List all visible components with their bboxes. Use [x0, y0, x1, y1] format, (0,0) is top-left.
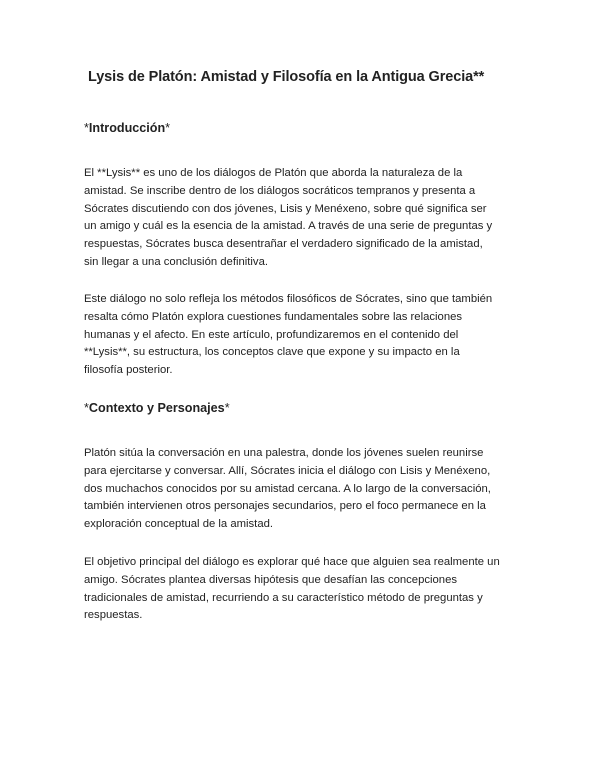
- paragraph-line: exploración conceptual de la amistad.: [84, 518, 274, 531]
- paragraph-line: resalta cómo Platón explora cuestiones fundamentales sobre las relaciones: [84, 310, 463, 323]
- paragraph-line: respuestas.: [84, 609, 143, 622]
- section-heading-contexto: *Contexto y Personajes*: [84, 401, 230, 415]
- paragraph: [84, 165, 492, 272]
- paragraph-line: filosofía posterior.: [84, 364, 173, 377]
- paragraph-line: humanas y el afecto. En este artículo, profundizaremos en el contenido del: [84, 328, 459, 341]
- paragraph: [84, 554, 500, 625]
- paragraph-line: **Lysis**, su estructura, los conceptos clave que expone y su impacto en la: [84, 346, 460, 359]
- paragraph-line: Sócrates discutiendo con dos jóvenes, Lisis y Menéxeno, sobre qué significa ser: [84, 202, 487, 215]
- paragraph-line: El **Lysis** es uno de los diálogos de Platón que aborda la naturaleza de la: [84, 167, 463, 179]
- paragraph: [84, 291, 492, 380]
- paragraph-line: El objetivo principal del diálogo es explorar qué hace que alguien sea realmente un: [84, 556, 500, 568]
- document-title: Lysis de Platón: Amistad y Filosofía en la Antigua Grecia**: [88, 69, 485, 85]
- paragraph-line: amistad. Se inscribe dentro de los diálogos socráticos tempranos y presenta a: [84, 184, 476, 197]
- paragraph-line: también intervienen otros personajes secundarios, pero el foco permanece en la: [84, 500, 486, 513]
- paragraph-line: para ejercitarse y conversar. Allí, Sócrates inicia el diálogo con Lisis y Menéxeno,: [84, 464, 491, 477]
- paragraph-line: sin llegar a una conclusión definitiva.: [84, 255, 268, 268]
- paragraph-line: tradicionales de amistad, recurriendo a su característico método de preguntas y: [84, 591, 483, 604]
- paragraph-line: Este diálogo no solo refleja los métodos filosóficos de Sócrates, sino que también: [84, 293, 493, 305]
- paragraph-line: dos muchachos conocidos por su amistad cercana. A lo largo de la conversación,: [84, 482, 491, 495]
- paragraph-line: amigo. Sócrates plantea diversas hipótesis que desafían las concepciones: [84, 573, 458, 586]
- paragraph-line: respuestas, Sócrates busca desentrañar el verdadero significado de la amistad,: [84, 238, 483, 251]
- section-heading-introduccion: *Introducción*: [84, 121, 171, 135]
- paragraph-line: un amigo y cuál es la esencia de la amistad. A través de una serie de preguntas y: [84, 220, 493, 233]
- paragraph-line: Platón sitúa la conversación en una palestra, donde los jóvenes suelen reunirse: [84, 447, 484, 459]
- paragraph: [84, 445, 491, 534]
